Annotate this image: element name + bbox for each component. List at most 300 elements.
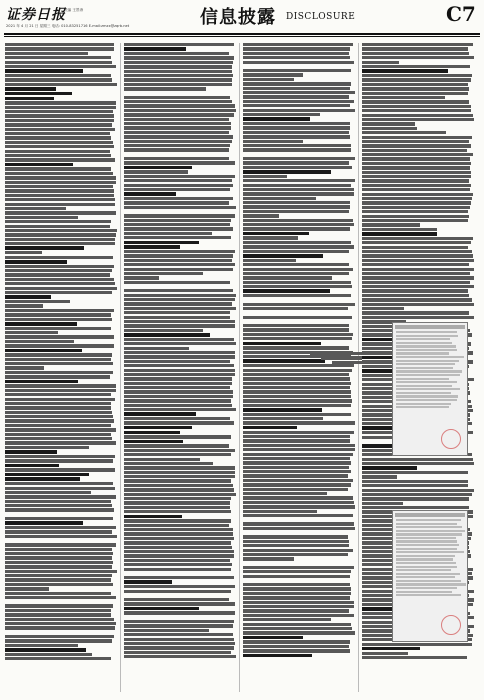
table-row [396,338,450,340]
text-line [124,399,231,402]
text-line [362,127,417,130]
text-line [243,627,352,630]
text-line [243,245,354,248]
text-line [243,157,355,160]
text-line [5,246,84,250]
text-line [124,338,234,341]
text-line [5,114,114,117]
text-line [243,153,355,156]
text-line [243,645,349,648]
text-line [243,47,350,50]
text-line [5,574,112,577]
text-line [5,238,115,241]
text-line [5,406,111,409]
text-line [124,462,213,465]
text-line [5,635,114,638]
text-line [243,337,352,340]
text-line [362,114,473,117]
text-line [362,268,474,271]
text-line [362,237,473,240]
text-line [124,440,183,444]
table-row [396,360,459,362]
text-line [124,408,236,411]
text-line [243,435,350,438]
text-line [124,404,232,407]
text-line [362,462,474,465]
text-line [243,285,352,288]
text-line [5,556,112,559]
text-line [5,495,116,498]
text-line [243,390,351,393]
text-line [243,316,352,319]
text-line [124,607,199,611]
text-line [5,596,116,599]
text-line [243,328,349,331]
text-line [124,501,230,504]
text-line [124,311,230,314]
text-line [5,609,111,612]
text-line [124,364,234,367]
text-line [362,294,469,297]
text-line [124,201,229,204]
text-line [124,197,233,200]
text-line [362,122,415,125]
text-line [124,192,176,196]
text-line [362,497,469,500]
text-line [243,91,355,94]
text-line [362,56,474,59]
text-line [5,97,54,101]
text-line [124,620,234,623]
text-line [124,342,236,345]
company-seal-icon [441,429,461,449]
text-line [124,524,229,527]
text-line [124,254,233,257]
text-line [5,626,115,629]
text-line [5,491,91,494]
text-line [362,228,437,231]
text-line [362,311,469,314]
text-line [243,439,350,442]
text-line [362,171,471,174]
text-line [243,404,351,407]
text-line [124,537,234,540]
text-line [5,366,44,369]
text-line [5,468,115,471]
text-line [124,135,233,138]
financial-table-image [392,510,468,642]
text-line [124,307,236,310]
text-line [5,482,113,485]
text-line [124,471,235,474]
text-line [5,618,114,621]
table-row [396,349,457,351]
text-line [5,353,112,356]
text-line [5,535,117,538]
text-line [362,484,468,487]
text-line [243,161,349,164]
text-line [5,450,57,454]
text-line [362,197,472,200]
text-line [243,522,354,525]
text-line [362,289,468,292]
text-line [243,535,348,538]
text-line [362,458,473,461]
table-row [396,363,455,365]
text-line [362,61,399,64]
text-line [243,201,350,204]
text-line [5,521,83,525]
text-line [5,428,116,431]
text-line [243,640,350,643]
text-line [243,527,355,530]
text-line [5,513,117,516]
text-line [243,453,353,456]
text-line [124,148,229,151]
text-line [124,395,233,398]
text-line [362,149,467,152]
text-line [124,546,232,549]
text-line [362,652,408,655]
table-row [396,540,457,542]
company-seal-icon [441,615,461,635]
text-line [362,166,470,169]
text-line [124,541,231,544]
text-line [5,154,111,157]
text-line [362,47,468,50]
text-line [124,118,229,121]
text-line [243,466,349,469]
text-line [5,526,116,529]
table-row [396,526,462,528]
text-line [5,552,113,555]
text-line [243,540,349,543]
text-line [243,324,349,327]
text-line [5,225,110,228]
table-row [396,406,449,408]
text-line [5,539,117,542]
text-line [5,362,113,365]
text-line [362,87,469,90]
text-line [5,229,117,232]
text-line [124,122,231,125]
text-line [5,251,42,254]
text-line [243,575,350,578]
table-row [396,395,458,397]
text-line [124,559,230,562]
text-line [243,592,351,595]
text-line [243,417,323,420]
text-line [243,448,355,451]
text-line [243,553,348,556]
text-line [362,96,445,99]
text-line [124,170,188,173]
text-line [362,188,470,191]
text-line [243,426,297,430]
text-line [5,176,116,179]
text-line [124,140,232,143]
text-line [124,232,212,235]
table-row [396,403,451,405]
text-line [243,135,350,138]
text-line [243,474,348,477]
text-line [362,276,474,279]
table-row [396,342,452,344]
text-line [124,624,233,627]
text-line [243,52,349,55]
financial-table-image [392,322,468,456]
text-line [124,568,231,571]
table-row [396,580,461,582]
text-line [362,193,473,196]
text-line [124,554,234,557]
text-line [5,172,113,175]
text-line [5,592,111,595]
text-line [5,181,116,184]
text-line [243,395,351,398]
text-line [124,515,182,519]
text-line [124,109,236,112]
table-row [396,356,464,358]
text-line [124,431,180,435]
text-line [124,263,235,266]
text-line [124,585,235,588]
header-rule-thick [4,33,480,35]
text-line [243,488,348,491]
column-divider [358,43,359,692]
table-row [396,587,457,589]
table-row [396,352,449,354]
text-line [243,236,298,239]
text-line [243,73,303,76]
text-line [243,43,353,46]
text-line [243,479,353,482]
text-line [243,444,355,447]
text-line [124,96,230,99]
text-line [124,355,235,358]
text-line [5,411,112,414]
text-line [5,119,114,122]
text-line [124,351,235,354]
text-line [124,642,235,645]
text-line [362,52,469,55]
text-line [243,431,354,434]
header-rule-thin [4,36,480,37]
text-line [243,268,353,271]
text-line [5,508,114,511]
text-line [362,179,469,182]
text-line [124,131,229,134]
text-line [243,122,350,125]
text-line [124,373,235,376]
text-line [124,347,189,350]
text-line [5,56,111,59]
text-line [5,648,86,652]
text-line [243,140,303,143]
text-line [124,157,229,160]
text-line [5,446,89,449]
text-line [5,287,117,290]
text-line [362,232,437,236]
text-line [124,236,231,239]
text-line [362,210,468,213]
text-line [124,572,236,575]
text-line [5,269,112,272]
table-row [396,367,453,369]
page-number: C7 [446,2,476,26]
text-line [124,324,235,327]
text-line [243,307,348,310]
text-column-3 [243,43,355,692]
text-line [243,579,355,582]
text-line [243,303,355,306]
text-line [243,232,309,236]
text-line [124,61,233,64]
text-line [243,126,350,129]
text-line [124,92,236,95]
text-line [243,373,349,376]
text-line [5,459,113,462]
text-line [124,510,231,513]
text-line [124,144,230,147]
text-line [124,532,233,535]
text-line [243,148,351,151]
text-line [5,622,116,625]
text-line [124,616,236,619]
text-line [124,268,233,271]
text-line [124,655,236,658]
text-line [5,322,77,326]
text-line [124,449,235,452]
text-line [124,289,233,292]
text-line [362,78,471,81]
text-line [124,52,229,55]
text-line [5,203,115,206]
text-line [5,335,114,338]
text-line [362,316,474,319]
text-line [124,113,234,116]
text-line [5,644,78,647]
text-line [243,104,350,107]
text-line [124,386,230,389]
text-line [124,466,235,469]
text-line [5,74,111,77]
text-line [124,479,231,482]
section-title-english: DISCLOSURE [286,12,356,22]
text-line [5,441,116,444]
text-line [5,185,113,188]
text-line [124,206,236,209]
text-line [5,340,74,343]
table-row [396,548,457,550]
text-line [243,175,287,178]
text-line [243,636,303,640]
text-line [5,211,116,214]
text-line [5,309,114,312]
table-row [396,519,461,521]
text-line [5,52,88,55]
text-line [243,583,350,586]
text-line [362,201,471,204]
text-line [124,175,235,178]
table-row [396,566,457,568]
text-line [124,100,232,103]
table-row [396,378,449,380]
text-line [5,216,78,219]
text-line [243,205,350,208]
text-line [5,487,115,490]
text-line [124,475,235,478]
text-line [243,320,355,323]
text-line [243,179,355,182]
text-line [5,291,112,294]
text-line [243,346,349,349]
text-line [124,285,236,288]
newspaper-logo: 证券日报 [6,7,66,23]
text-line [243,69,351,72]
text-line [243,299,355,302]
text-line [124,590,231,593]
text-line [243,587,351,590]
text-line [5,110,113,113]
text-line [124,65,232,68]
text-line [362,109,471,112]
text-line [124,153,236,156]
text-line [243,601,354,604]
text-line [362,281,470,284]
text-line [124,580,172,584]
text-line [5,424,111,427]
text-line [362,144,471,147]
text-line [124,320,235,323]
text-line [5,141,113,144]
text-line [5,578,111,581]
text-line [124,302,232,305]
text-line [243,82,351,85]
text-line [124,161,235,164]
text-line [124,506,230,509]
text-line [243,78,294,81]
text-line [243,184,351,187]
text-line [124,329,203,332]
text-line [362,65,470,68]
text-line [243,518,355,521]
text-line [243,294,351,297]
text-line [124,390,233,393]
table-row [396,562,456,564]
date-contact-line: 2021 年 4 月 21 日 星期三 电话: 010-83251716 E-mail:zmzx@zqrb.net [6,24,130,28]
text-line [5,548,112,551]
text-line [5,265,114,268]
text-line [362,480,468,483]
table-row [396,399,457,401]
text-line [5,87,56,91]
text-line [243,649,350,652]
text-line [362,471,468,474]
text-line [243,562,355,565]
text-line [362,153,473,156]
text-line [362,92,468,95]
text-line [5,47,114,50]
text-line [5,43,114,46]
table-row [396,544,459,546]
table-row [396,381,457,383]
text-line [5,402,111,405]
text-line [243,214,279,217]
text-line [124,43,234,46]
table-row [396,370,462,372]
text-line [124,594,236,597]
